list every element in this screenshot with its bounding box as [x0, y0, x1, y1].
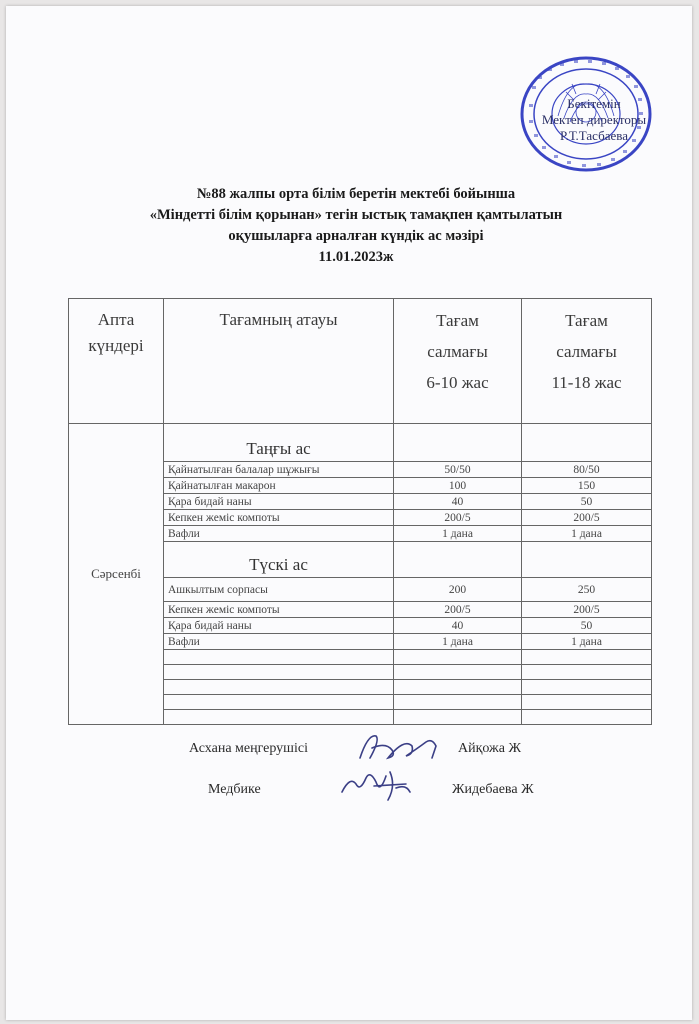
weight-11-18: 200/5	[522, 510, 652, 526]
menu-table	[68, 298, 652, 725]
weight-11-18: 1 дана	[522, 634, 652, 650]
header-weight-6-10	[394, 299, 522, 424]
weight-6-10: 200/5	[394, 602, 522, 618]
header-w2-line2: салмағы	[556, 342, 617, 361]
weight-6-10: 100	[394, 478, 522, 494]
approval-line-2: Мектеп директоры	[541, 112, 647, 127]
cook-signature	[352, 728, 442, 768]
weight-6-10: 200/5	[394, 510, 522, 526]
lunch-title: Түскі ас	[164, 542, 394, 578]
weight-6-10: 1 дана	[394, 634, 522, 650]
dish-name: Қара бидай наны	[164, 618, 394, 634]
table-header-row	[69, 299, 652, 424]
header-day: Апта күндері	[69, 299, 164, 424]
header-dish: Тағамның атауы	[164, 299, 394, 424]
dish-name: Вафли	[164, 634, 394, 650]
nurse-role: Медбике	[208, 782, 261, 797]
weight-11-18: 200/5	[522, 602, 652, 618]
cook-role: Асхана меңгерушісі	[189, 741, 308, 756]
weight-11-18: 1 дана	[522, 526, 652, 542]
weight-6-10: 1 дана	[394, 526, 522, 542]
nurse-signature	[336, 764, 416, 806]
header-w2-line3: 11-18 жас	[551, 373, 622, 392]
document-title	[126, 184, 586, 268]
dish-name: Вафли	[164, 526, 394, 542]
weight-6-10: 200	[394, 578, 522, 602]
header-w2-line1: Тағам	[565, 311, 608, 330]
weight-11-18: 150	[522, 478, 652, 494]
day-cell: Сәрсенбі	[69, 424, 164, 725]
weight-6-10: 40	[394, 618, 522, 634]
dish-name: Кепкен жеміс компоты	[164, 510, 394, 526]
title-date: 11.01.2023ж	[318, 249, 394, 265]
header-w1-line1: Тағам	[436, 311, 479, 330]
dish-name: Ашкылтым сорпасы	[164, 578, 394, 602]
approval-line-1: Бекітемін	[567, 96, 621, 111]
cook-name: Айқожа Ж	[458, 741, 521, 756]
breakfast-title: Таңғы ас	[164, 424, 394, 462]
breakfast-title-row	[69, 424, 652, 462]
weight-11-18: 80/50	[522, 462, 652, 478]
title-line-2: «Міндетті білім қорынан» тегін ыстық тамақпен қамтылатын	[149, 207, 563, 223]
weight-11-18: 50	[522, 618, 652, 634]
title-line-1: №88 жалпы орта білім беретін мектебі бойынша	[196, 186, 516, 202]
weight-6-10: 40	[394, 494, 522, 510]
header-weight-11-18	[522, 299, 652, 424]
dish-name: Қайнатылған балалар шұжығы	[164, 462, 394, 478]
title-line-3: оқушыларға арналған күндік ас мәзірі	[228, 228, 484, 244]
header-w1-line2: салмағы	[427, 342, 488, 361]
nurse-name: Жидебаева Ж	[452, 782, 534, 797]
header-w1-line3: 6-10 жас	[426, 373, 489, 392]
approval-line-3: Р.Т.Тасбаева	[560, 128, 628, 143]
dish-name: Қайнатылған макарон	[164, 478, 394, 494]
weight-11-18: 250	[522, 578, 652, 602]
weight-11-18: 50	[522, 494, 652, 510]
dish-name: Қара бидай наны	[164, 494, 394, 510]
approval-block	[524, 96, 664, 144]
dish-name: Кепкен жеміс компоты	[164, 602, 394, 618]
document-page	[6, 6, 692, 1020]
weight-6-10: 50/50	[394, 462, 522, 478]
